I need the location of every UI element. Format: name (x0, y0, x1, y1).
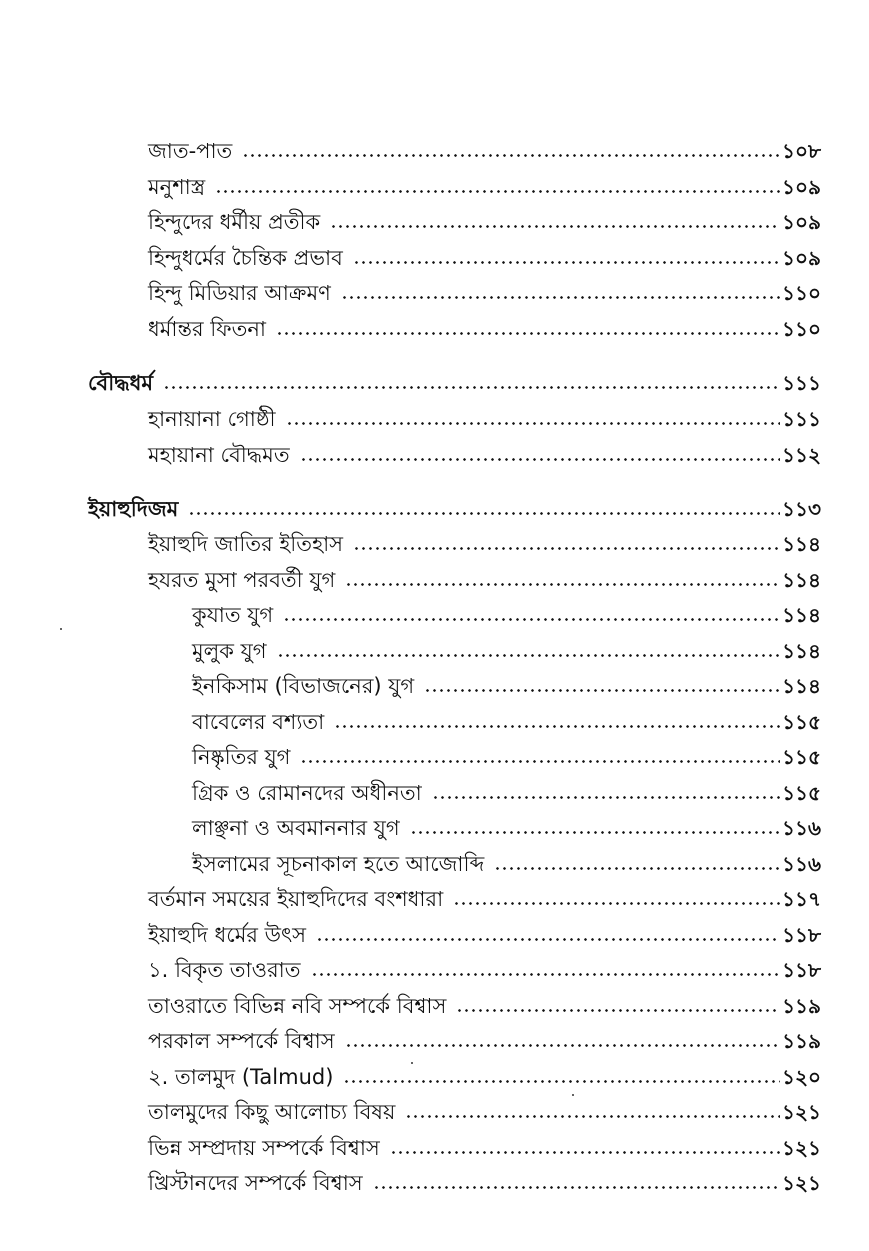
toc-entry-page: ১১২ (782, 443, 821, 467)
toc-entry-page: ১০৯ (782, 246, 821, 270)
toc-entry (148, 949, 821, 983)
toc-entry-page: ১১৫ (782, 745, 821, 769)
toc-entry-title: বাবেলের বশ্যতা (192, 710, 325, 734)
toc-entry-title: পরকাল সম্পর্কে বিশ্বাস (148, 1029, 335, 1053)
toc-entry (148, 201, 821, 235)
toc-entry-title: গ্রিক ও রোমানদের অধীনতা (192, 781, 422, 805)
toc-entry-title: ইয়াহুদি ধর্মের উৎস (148, 923, 307, 947)
toc-entry-title: ইয়াহুদি জাতির ইতিহাস (148, 532, 344, 556)
toc-entry-page: ১২১ (782, 1100, 821, 1124)
toc-entry (148, 166, 821, 200)
dot-leader (353, 260, 780, 265)
toc-entry-title: জাত-পাত (148, 139, 233, 163)
toc-entry (148, 1162, 821, 1196)
toc-entry-page: ১১৯ (782, 1029, 821, 1053)
toc-entry (192, 772, 821, 806)
dot-leader (410, 830, 780, 835)
toc-entry (148, 237, 821, 271)
toc-entry-title: কুযাত যুগ (192, 603, 274, 627)
toc-entry (148, 1020, 821, 1054)
dot-leader (286, 421, 780, 426)
toc-entry-page: ১১৪ (782, 639, 821, 663)
toc-entry-page: ১১১ (782, 371, 821, 395)
toc-entry-page: ১১৪ (782, 674, 821, 698)
dot-leader (373, 1185, 780, 1190)
toc-entry-page: ১১৮ (782, 958, 821, 982)
toc-entry-page: ১১৪ (782, 603, 821, 627)
dot-leader (432, 795, 780, 800)
toc-entry (192, 701, 821, 735)
toc-entry-page: ১১৫ (782, 710, 821, 734)
toc-entry (148, 1127, 821, 1161)
toc-entry-page: ১১৫ (782, 781, 821, 805)
toc-entry-page: ১১৭ (782, 887, 821, 911)
toc-entry (148, 559, 821, 593)
toc-section-heading (88, 362, 821, 396)
toc-entry (148, 878, 821, 912)
dot-leader (341, 295, 780, 300)
toc-entry-title: ইনকিসাম (বিভাজনের) যুগ (192, 674, 415, 698)
dot-leader (311, 972, 781, 977)
dot-leader (276, 331, 780, 336)
toc-entry-page: ১১৪ (782, 568, 821, 592)
toc-entry (148, 272, 821, 306)
dot-leader (453, 901, 780, 906)
toc-entry-title: তালমুদের কিছু আলোচ্য বিষয় (148, 1100, 396, 1124)
toc-entry-title: বৌদ্ধধর্ম (88, 371, 154, 395)
toc-entry-page: ১১০ (782, 281, 821, 305)
dot-leader (188, 511, 780, 516)
toc-entry-page: ১১৪ (782, 532, 821, 556)
toc-entry (148, 130, 821, 164)
dot-leader (494, 866, 780, 871)
dot-leader (242, 153, 780, 158)
toc-entry-title: তাওরাতে বিভিন্ন নবি সম্পর্কে বিশ্বাস (148, 994, 447, 1018)
dot-leader (456, 1008, 780, 1013)
toc-entry-title: হিন্দু মিডিয়ার আক্রমণ (148, 281, 331, 305)
toc-entry-page: ১০৮ (782, 139, 821, 163)
toc-entry-title: মহায়ানা বৌদ্ধমত (148, 443, 290, 467)
dot-leader (163, 385, 780, 390)
toc-entry-title: হযরত মুসা পরবর্তী যুগ (148, 568, 336, 592)
dot-leader (353, 546, 780, 551)
toc-entry-title: হিন্দুদের ধর্মীয় প্রতীক (148, 210, 321, 234)
toc-entry (148, 434, 821, 468)
dot-leader (334, 724, 780, 729)
toc-entry (148, 398, 821, 432)
toc-entry (148, 914, 821, 948)
toc-entry-page: ১১৬ (782, 816, 821, 840)
toc-entry-title: মনুশাস্ত্র (148, 175, 206, 199)
scan-speck (60, 628, 62, 630)
toc-entry-page: ১১৯ (782, 994, 821, 1018)
toc-entry-title: বর্তমান সময়ের ইয়াহুদিদের বংশধারা (148, 887, 444, 911)
dot-leader (330, 224, 780, 229)
toc-entry-title: ভিন্ন সম্প্রদায় সম্পর্কে বিশ্বাস (148, 1136, 380, 1160)
toc-entry (192, 843, 821, 877)
dot-leader (300, 457, 780, 462)
dot-leader (345, 582, 780, 587)
toc-entry-title: লাঞ্ছনা ও অবমাননার যুগ (192, 816, 400, 840)
toc-entry (148, 523, 821, 557)
toc-entry (148, 308, 821, 342)
toc-entry-page: ১১৬ (782, 852, 821, 876)
dot-leader (345, 1043, 780, 1048)
dot-leader (300, 759, 780, 764)
toc-entry-title: ২. তালমুদ (Talmud) (148, 1065, 334, 1089)
dot-leader (390, 1150, 780, 1155)
toc-entry (192, 736, 821, 770)
toc-entry-title: মুলুক যুগ (192, 639, 267, 663)
toc-entry-page: ১১১ (782, 407, 821, 431)
toc-entry-page: ১২১ (782, 1136, 821, 1160)
toc-entry-page: ১২১ (782, 1171, 821, 1195)
dot-leader (277, 653, 781, 658)
toc-entry-title: খ্রিস্টানদের সম্পর্কে বিশ্বাস (148, 1171, 363, 1195)
toc-entry (148, 985, 821, 1019)
toc-entry-page: ১২০ (782, 1065, 821, 1089)
toc-entry-page: ১১৮ (782, 923, 821, 947)
toc-entry (192, 665, 821, 699)
dot-leader (424, 688, 780, 693)
toc-entry (148, 1091, 821, 1125)
dot-leader (283, 617, 780, 622)
toc-entry-page: ১১০ (782, 317, 821, 341)
toc-entry-title: ইয়াহুদিজম (88, 497, 179, 521)
toc-entry (192, 630, 821, 664)
toc-entry-title: হানায়ানা গোষ্ঠী (148, 407, 276, 431)
toc-entry-title: হিন্দুধর্মের চৈন্তিক প্রভাব (148, 246, 343, 270)
scan-speck (572, 1094, 574, 1096)
toc-entry-title: ধর্মান্তর ফিতনা (148, 317, 266, 341)
toc-entry (192, 807, 821, 841)
toc-entry-title: ইসলামের সূচনাকাল হতে আজোব্দি (192, 852, 485, 876)
scan-speck (411, 1062, 413, 1064)
toc-entry-page: ১১৩ (782, 497, 821, 521)
toc-entry-page: ১০৯ (782, 175, 821, 199)
dot-leader (215, 189, 780, 194)
toc-entry (148, 1056, 821, 1090)
dot-leader (316, 937, 780, 942)
dot-leader (343, 1079, 780, 1084)
toc-entry-title: নিষ্কৃতির যুগ (192, 745, 291, 769)
toc-section-heading (88, 488, 821, 522)
toc-entry-title: ১. বিকৃত তাওরাত (148, 958, 301, 982)
toc-entry-page: ১০৯ (782, 210, 821, 234)
toc-entry (192, 594, 821, 628)
dot-leader (405, 1114, 780, 1119)
